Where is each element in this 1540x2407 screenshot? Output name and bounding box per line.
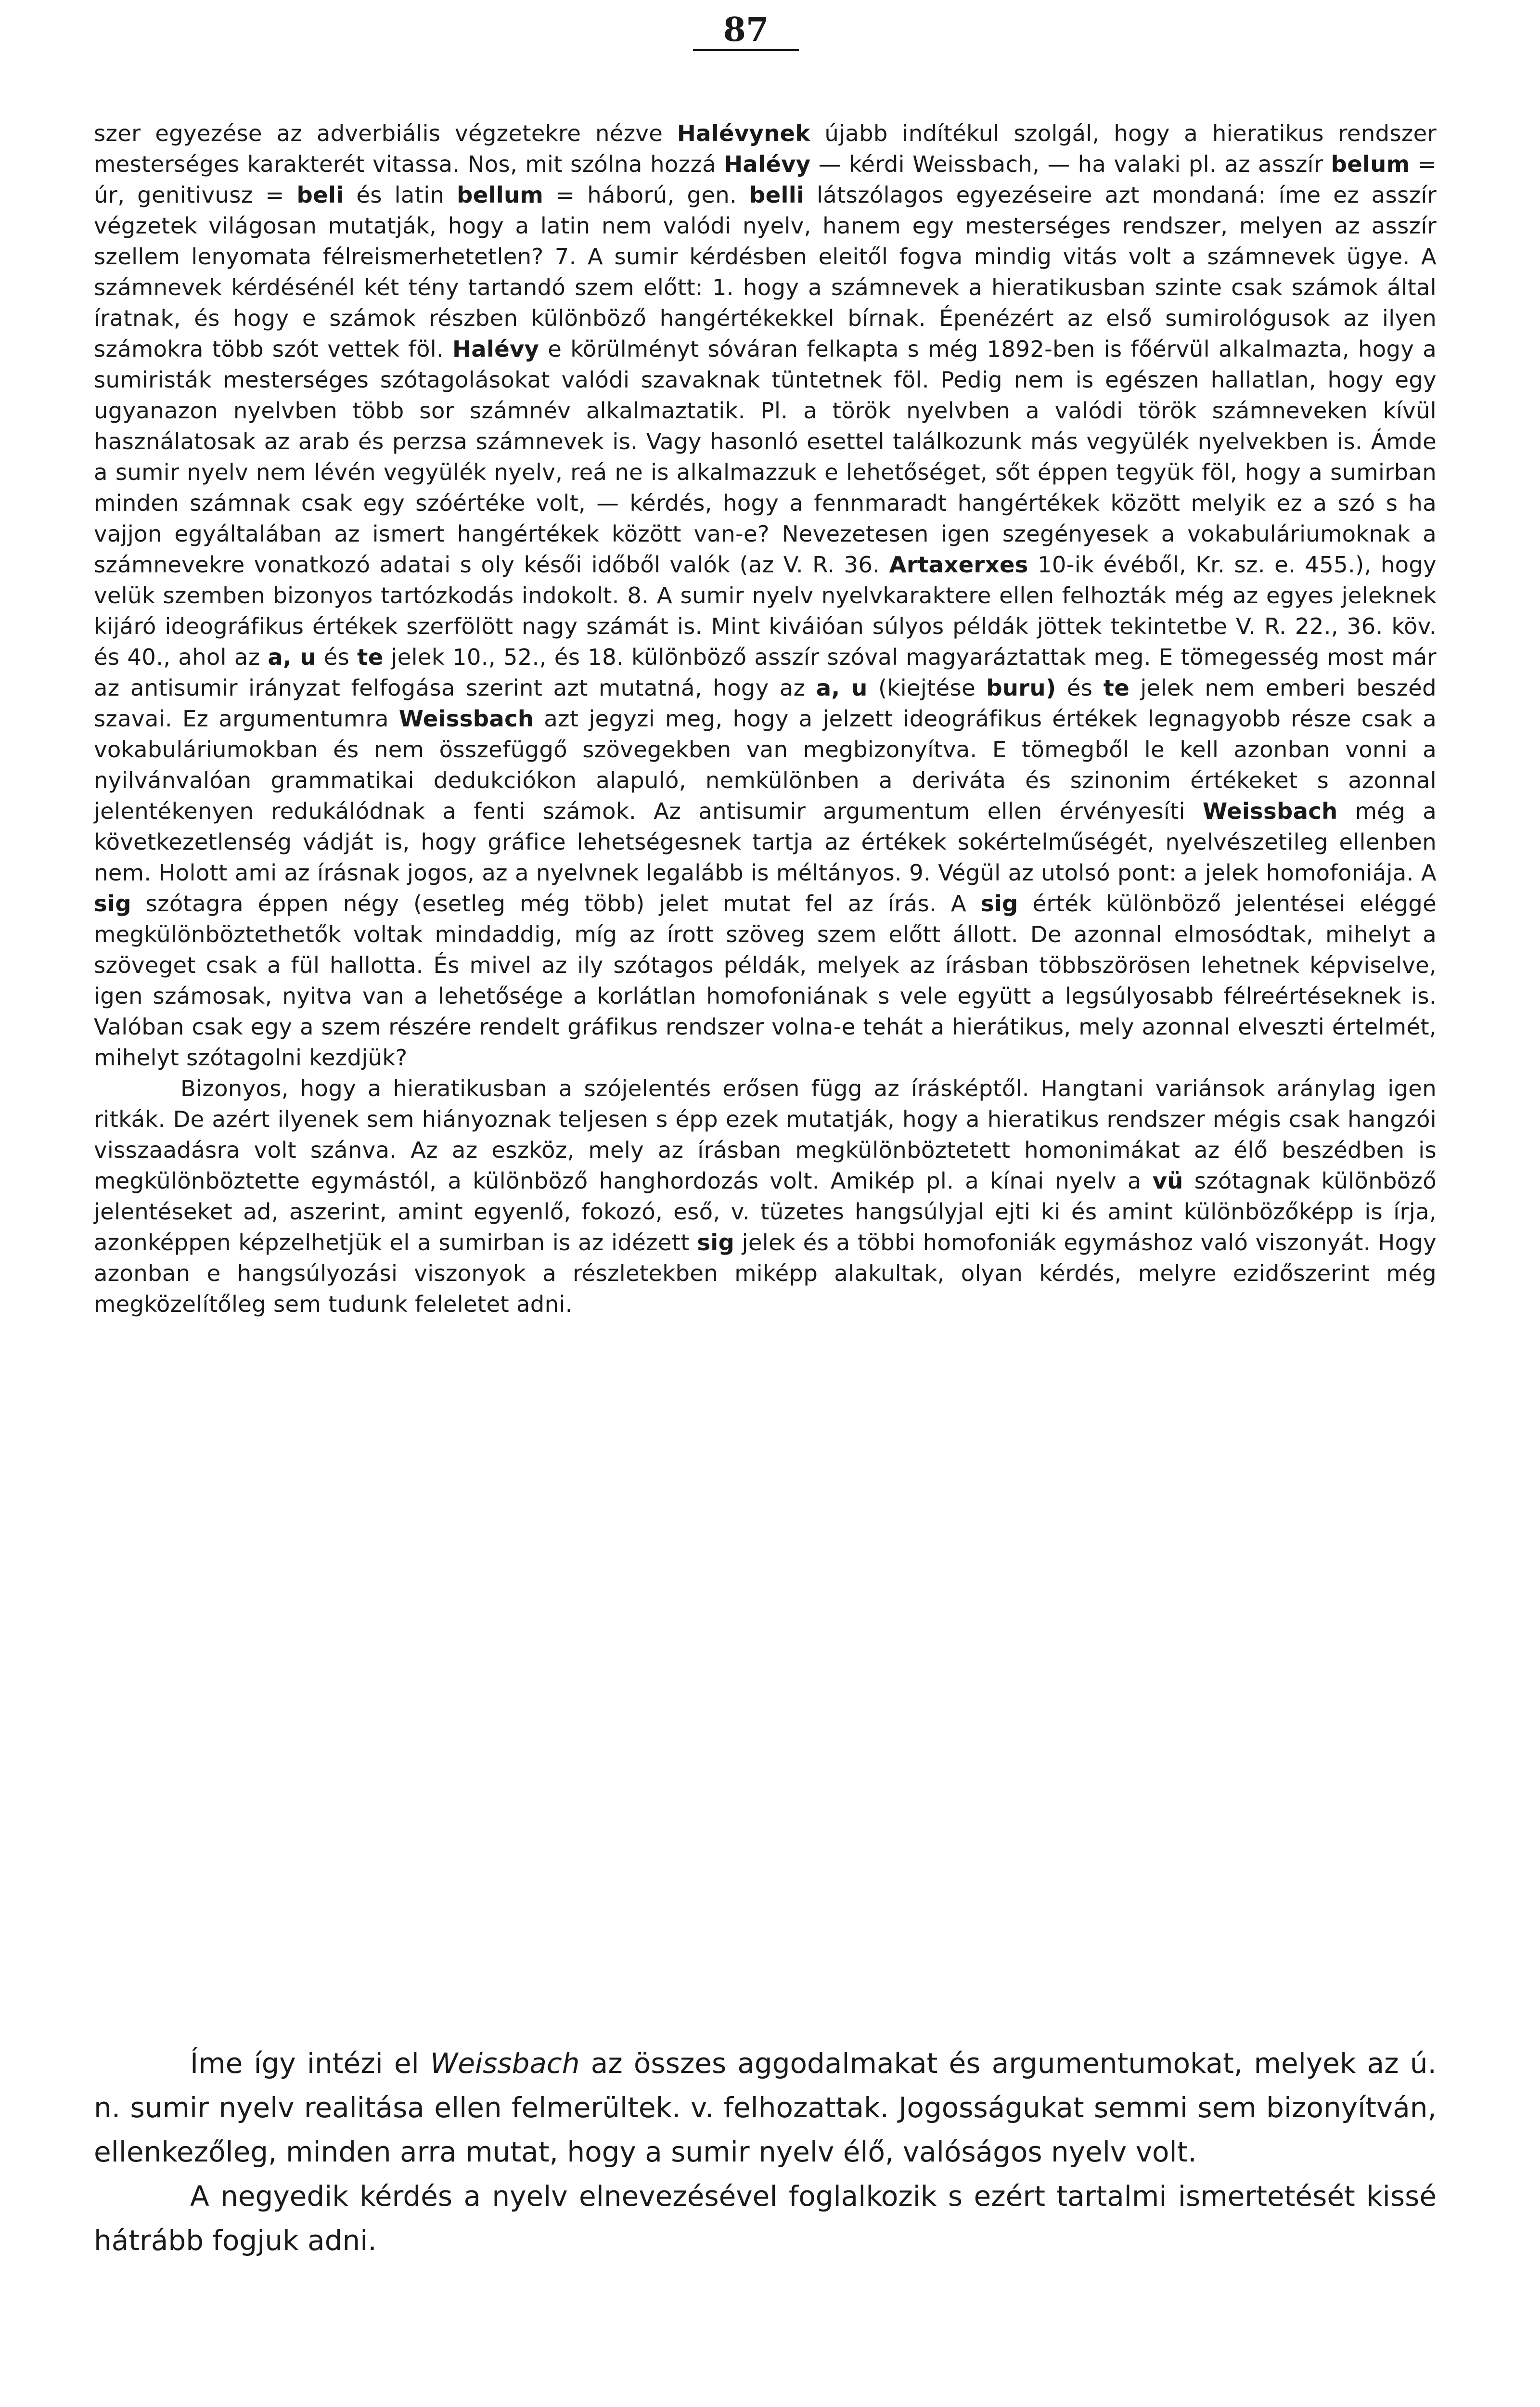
- paragraph-continued: szer egyezése az adverbiális végzetekre nézve Halévynek újabb indítékul szolgál, hogy a hieratikus rendszer mesterséges karakterét vitassa. Nos, mit szólna hozzá Halévy — kérdi Weissbach, — ha valaki pl. az asszír belum = úr, genitivusz = beli és latin bellum = háború, gen. belli látszólagos egyezéseire azt mondaná: íme ez asszír végzetek világosan mutatják, hogy a latin nem valódi nyelv, hanem egy mesterséges rendszer, melyen az asszír szellem lenyomata félreismerhetetlen? 7. A sumir kérdésben eleitől fogva mindig vitás volt a számnevek ügye. A számnevek kérdésénél két tény tartandó szem előtt: 1. hogy a számnevek a hieratikusban szinte csak számok által íratnak, és hogy e számok részben különböző hangértékekkel bírnak. Épenézért az első sumirológusok az ilyen számokra több szót vettek föl. Halévy e körülményt sóváran felkapta s még 1892-ben is főérvül alkalmazta, hogy a sumiristák mesterséges szótagolásokat valódi szavaknak tüntetnek föl. Pedig nem is egészen hallatlan, hogy egy ugyanazon nyelvben több sor számnév alkalmaztatik. Pl. a török nyelvben a valódi török számneveken kívül használatosak az arab és perzsa számnevek is. Vagy hasonló esettel találkozunk más vegyülék nyelvekben is. Ámde a sumir nyelv nem lévén vegyülék nyelv, reá ne is alkalmazzuk e lehetőséget, sőt éppen tegyük föl, hogy a sumirban minden számnak csak egy szóértéke volt, — kérdés, hogy a fennmaradt hangértékek között melyik ez a szó s ha vajjon egyáltalában az ismert hangértékek között van-e? Nevezetesen igen szegényesek a vokabuláriumoknak a számnevekre vonatkozó adatai s oly késői időből valók (az V. R. 36. Artaxerxes 10-ik évéből, Kr. sz. e. 455.), hogy velük szemben bizonyos tartózkodás indokolt. 8. A sumir nyelv nyelvkaraktere ellen felhozták még az egyes jeleknek kijáró ideográfikus értékek szerfölött nagy számát is. Mint kiváióan súlyos példák jöttek tekintetbe V. R. 22., 36. köv. és 40., ahol az a, u és te jelek 10., 52., és 18. különböző asszír szóval magyaráztattak meg. E tömegesség most már az antisumir irányzat felfogása szerint azt mutatná, hogy az a, u (kiejtése buru) és te jelek nem emberi beszéd szavai. Ez argumentumra Weissbach azt jegyzi meg, hogy a jelzett ideográfikus értékek legnagyobb része csak a vokabuláriumokban és nem összefüggő szövegekben van megbizonyítva. E tömegből le kell azonban vonni a nyilvánvalóan grammatikai dedukciókon alapuló, nemkülönben a deriváta és szinonim értékeket s azonnal jelentékenyen redukálódnak a fenti számok. Az antisumir argumentum ellen érvényesíti Weissbach még a következetlenség vádját is, hogy gráfice lehetségesnek tartja az értékek sokértelműségét, nyelvészetileg ellenben nem. Holott ami az írásnak jogos, az a nyelvnek legalább is méltányos. 9. Végül az utolsó pont: a jelek homofoniája. A sig szótagra éppen négy (esetleg még több) jelet mutat fel az írás. A sig érték különböző jelentései eléggé megkülönböztethetők voltak mindaddig, míg az írott szöveg szem előtt állott. De azonnal elmosódtak, mihelyt a szöveget csak a fül hallotta. És mivel az ily szótagos példák, melyek az írásban többszörösen lehetnek képviselve, igen számosak, nyitva van a lehetősége a korlátlan homofoniának s vele együtt a legsúlyosabb félreértéseknek is. Valóban csak egy a szem részére rendelt gráfikus rendszer volna-e tehát a hierátikus, mely azonnal elveszti értelmét, mihelyt szótagolni kezdjük?: [94, 120, 1437, 1071]
- closing-paragraph-1: Íme így intézi el Weissbach az összes aggodalmakat és argumentumokat, melyek az ú. n. sumir nyelv realitása ellen felmerültek. v. felhozattak. Jogosságukat semmi sem bizonyítván, ellenkezőleg, minden arra mutat, hogy a sumir nyelv élő, valóságos nyelv volt.: [94, 2047, 1437, 2168]
- closing-paragraph-2: A negyedik kérdés a nyelv elnevezésével foglalkozik s ezért tartalmi ismertetését kissé hátrább fogjuk adni.: [94, 2180, 1437, 2257]
- closing-text: [94, 2041, 1437, 2263]
- page-number: 87: [693, 11, 799, 51]
- main-text: [94, 118, 1437, 1320]
- paragraph-bizonyos: Bizonyos, hogy a hieratikusban a szójelentés erősen függ az írásképtől. Hangtani variánsok aránylag igen ritkák. De azért ilyenek sem hiányoznak teljesen s épp ezek mutatják, hogy a hieratikus rendszer mégis csak hangzói visszaadásra volt szánva. Az az eszköz, mely az írásban megkülönböztetett homonimákat az élő beszédben is megkülönböztette egymástól, a különböző hanghordozás volt. Amikép pl. a kínai nyelv a vü szótagnak különböző jelentéseket ad, aszerint, amint egyenlő, fokozó, eső, v. tüzetes hangsúlyjal ejti ki és amint különbözőképp is írja, azonképpen képzelhetjük el a sumirban is az idézett sig jelek és a többi homofoniák egymáshoz való viszonyát. Hogy azonban e hangsúlyozási viszonyok a részletekben miképp alakultak, olyan kérdés, melyre ezidőszerint még megközelítőleg sem tudunk feleletet adni.: [94, 1075, 1437, 1317]
